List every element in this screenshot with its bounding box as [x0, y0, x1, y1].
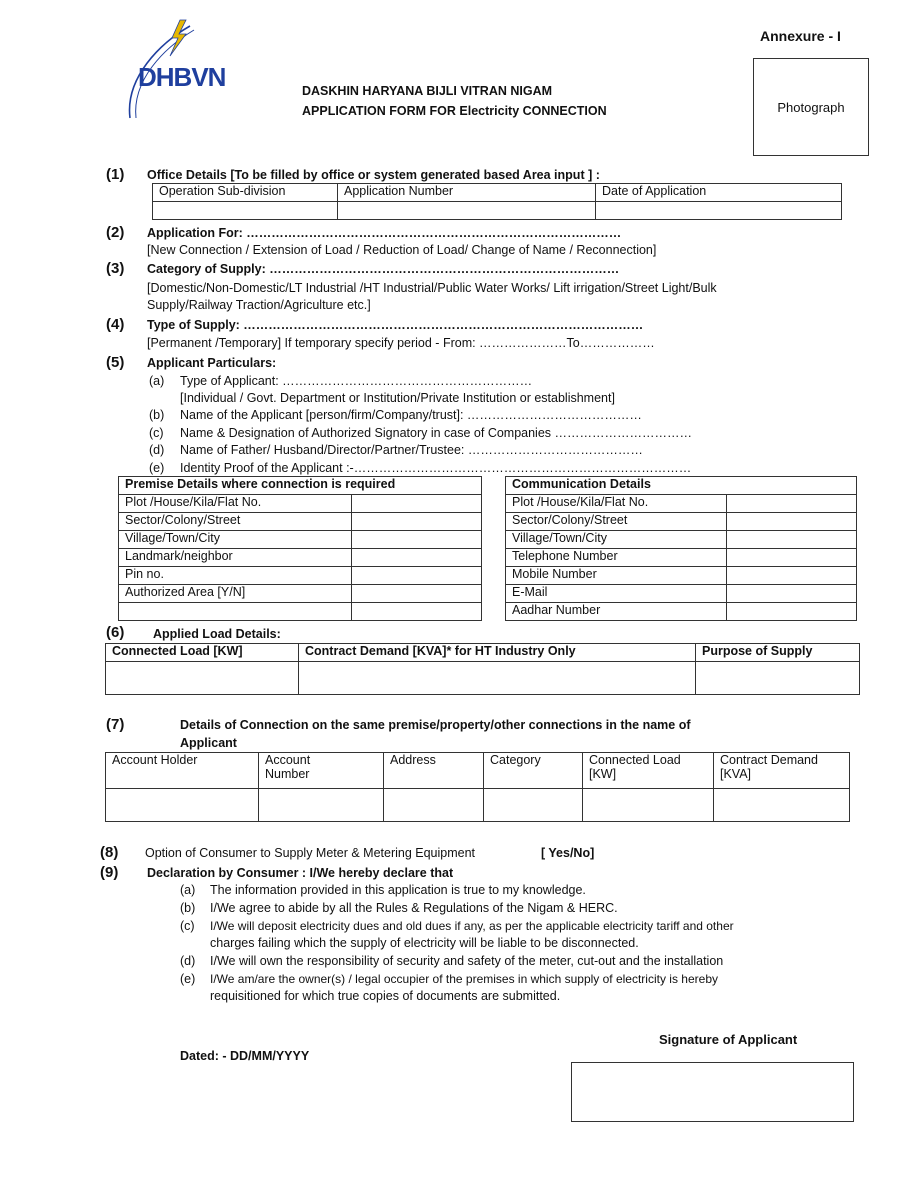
signature-label: Signature of Applicant — [659, 1032, 798, 1047]
purpose-of-supply-field[interactable] — [696, 662, 860, 695]
declaration-e-text-2: requisitioned for which true copies of documents are submitted. — [210, 989, 561, 1003]
section-7-title-2: Applicant — [180, 736, 237, 750]
section-6-title: Applied Load Details: — [153, 627, 281, 641]
col-category: Category — [484, 753, 583, 789]
premise-row-label: Plot /House/Kila/Flat No. — [119, 495, 352, 513]
col-purpose-of-supply: Purpose of Supply — [696, 644, 860, 662]
communication-details-table — [505, 476, 857, 621]
section-3-options-1: [Domestic/Non-Domestic/LT Industrial /HT Industrial/Public Water Works/ Lift irrigation/Street Light/Bulk — [147, 281, 717, 295]
comm-mobile-field[interactable] — [727, 567, 857, 585]
comm-row-label: Telephone Number — [506, 549, 727, 567]
premise-row-label: Landmark/neighbor — [119, 549, 352, 567]
comm-email-field[interactable] — [727, 585, 857, 603]
logo-text: DHBVN — [138, 62, 226, 92]
comm-village-field[interactable] — [727, 531, 857, 549]
premise-details-table — [118, 476, 482, 621]
section-2-number: (2) — [106, 224, 125, 241]
account-holder-field[interactable] — [106, 789, 259, 822]
declaration-c-label: (c) — [180, 919, 195, 933]
premise-authorized-field[interactable] — [352, 585, 482, 603]
contract-demand-field[interactable] — [299, 662, 696, 695]
section-4-number: (4) — [106, 316, 125, 333]
item-e-text: Identity Proof of the Applicant :-……………………………………………………………………… — [180, 461, 692, 475]
section-9-number: (9) — [100, 864, 119, 881]
premise-details-title: Premise Details where connection is required — [119, 477, 482, 495]
form-title: APPLICATION FORM FOR Electricity CONNECTION — [302, 104, 607, 118]
communication-details-title: Communication Details — [506, 477, 857, 495]
dhbvn-logo — [120, 18, 240, 128]
existing-connections-table — [105, 752, 850, 822]
section-8-text: Option of Consumer to Supply Meter & Metering Equipment — [145, 846, 476, 860]
declaration-a-label: (a) — [180, 883, 196, 897]
item-a-text: Type of Applicant: …………………………………………………… — [180, 374, 533, 388]
col-contract-demand-kva: Contract Demand [KVA] — [714, 753, 850, 789]
photograph-label: Photograph — [777, 99, 845, 115]
applied-load-table — [105, 643, 860, 695]
premise-row-label: Village/Town/City — [119, 531, 352, 549]
operation-subdivision-field[interactable] — [153, 202, 338, 220]
account-number-field[interactable] — [259, 789, 384, 822]
comm-plot-field[interactable] — [727, 495, 857, 513]
premise-row-label: Pin no. — [119, 567, 352, 585]
item-d-label: (d) — [149, 443, 165, 457]
section-3-number: (3) — [106, 260, 125, 277]
declaration-a-text: The information provided in this application is true to my knowledge. — [210, 883, 586, 897]
col-connected-load: Connected Load [KW] — [106, 644, 299, 662]
comm-sector-field[interactable] — [727, 513, 857, 531]
item-b-label: (b) — [149, 408, 165, 422]
declaration-d-text: I/We will own the responsibility of security and safety of the meter, cut-out and the installation — [210, 954, 724, 968]
section-3-title: Category of Supply: ………………………………………………………………………… — [147, 262, 620, 276]
col-contract-demand: Contract Demand [KVA]* for HT Industry Only — [299, 644, 696, 662]
declaration-e-label: (e) — [180, 972, 196, 986]
application-number-field[interactable] — [338, 202, 596, 220]
comm-row-label: Village/Town/City — [506, 531, 727, 549]
premise-landmark-field[interactable] — [352, 549, 482, 567]
item-d-text: Name of Father/ Husband/Director/Partner/Trustee: …………………………………… — [180, 443, 643, 457]
col-date-of-application: Date of Application — [596, 184, 842, 202]
photograph-box[interactable] — [753, 58, 869, 156]
category-field[interactable] — [484, 789, 583, 822]
comm-aadhar-field[interactable] — [727, 603, 857, 621]
section-2-title: Application For: ……………………………………………………………………………… — [147, 226, 622, 240]
item-a-options: [Individual / Govt. Department or Institution/Private Institution or establishment] — [180, 391, 615, 405]
signature-box[interactable] — [571, 1062, 854, 1122]
premise-plot-field[interactable] — [352, 495, 482, 513]
section-7-number: (7) — [106, 716, 125, 733]
premise-row-label — [119, 603, 352, 621]
section-9-title: Declaration by Consumer : I/We hereby declare that — [147, 866, 454, 880]
premise-row-label: Authorized Area [Y/N] — [119, 585, 352, 603]
connected-load-field[interactable] — [106, 662, 299, 695]
declaration-b-label: (b) — [180, 901, 196, 915]
premise-extra-field[interactable] — [352, 603, 482, 621]
premise-row-label: Sector/Colony/Street — [119, 513, 352, 531]
premise-sector-field[interactable] — [352, 513, 482, 531]
col-operation-subdivision: Operation Sub-division — [153, 184, 338, 202]
section-6-number: (6) — [106, 624, 125, 641]
contract-demand-kva-field[interactable] — [714, 789, 850, 822]
declaration-e-text-1: I/We am/are the owner(s) / legal occupier of the premises in which supply of electricity is hereby — [210, 972, 718, 986]
declaration-d-label: (d) — [180, 954, 196, 968]
dated-label: Dated: - DD/MM/YYYY — [180, 1049, 310, 1063]
comm-row-label: Sector/Colony/Street — [506, 513, 727, 531]
comm-row-label: Plot /House/Kila/Flat No. — [506, 495, 727, 513]
comm-row-label: Mobile Number — [506, 567, 727, 585]
col-connected-load-kw: Connected Load [KW] — [583, 753, 714, 789]
section-2-options: [New Connection / Extension of Load / Reduction of Load/ Change of Name / Reconnection] — [147, 243, 657, 257]
section-4-options: [Permanent /Temporary] If temporary specify period - From: …………………To……………… — [147, 336, 655, 350]
item-e-label: (e) — [149, 461, 165, 475]
declaration-c-text-1: I/We will deposit electricity dues and old dues if any, as per the applicable electricity tariff and other — [210, 919, 734, 933]
annexure-label: Annexure - I — [760, 28, 841, 44]
section-5-number: (5) — [106, 354, 125, 371]
premise-village-field[interactable] — [352, 531, 482, 549]
declaration-c-text-2: charges failing which the supply of electricity will be liable to be disconnected. — [210, 936, 639, 950]
office-details-table — [152, 183, 842, 220]
date-of-application-field[interactable] — [596, 202, 842, 220]
item-c-label: (c) — [149, 426, 164, 440]
item-b-text: Name of the Applicant [person/firm/Company/trust]: …………………………………… — [180, 408, 642, 422]
col-address: Address — [384, 753, 484, 789]
section-7-title-1: Details of Connection on the same premise/property/other connections in the name of — [180, 718, 691, 732]
section-4-title: Type of Supply: …………………………………………………………………………………… — [147, 318, 644, 332]
connected-load-kw-field[interactable] — [583, 789, 714, 822]
section-1-title: Office Details [To be filled by office or system generated based Area input ] : — [147, 168, 600, 182]
comm-telephone-field[interactable] — [727, 549, 857, 567]
col-account-number: Account Number — [259, 753, 384, 789]
item-c-text: Name & Designation of Authorized Signatory in case of Companies …………………………… — [180, 426, 693, 440]
address-field[interactable] — [384, 789, 484, 822]
comm-row-label: Aadhar Number — [506, 603, 727, 621]
declaration-b-text: I/We agree to abide by all the Rules & Regulations of the Nigam & HERC. — [210, 901, 618, 915]
section-5-title: Applicant Particulars: — [147, 356, 277, 370]
meter-option-yes-no[interactable]: [ Yes/No] — [541, 846, 595, 860]
col-application-number: Application Number — [338, 184, 596, 202]
comm-row-label: E-Mail — [506, 585, 727, 603]
item-a-label: (a) — [149, 374, 165, 388]
section-1-number: (1) — [106, 166, 125, 183]
col-account-holder: Account Holder — [106, 753, 259, 789]
org-name: DASKHIN HARYANA BIJLI VITRAN NIGAM — [302, 84, 553, 98]
section-8-number: (8) — [100, 844, 119, 861]
premise-pin-field[interactable] — [352, 567, 482, 585]
section-3-options-2: Supply/Railway Traction/Agriculture etc.] — [147, 298, 371, 312]
